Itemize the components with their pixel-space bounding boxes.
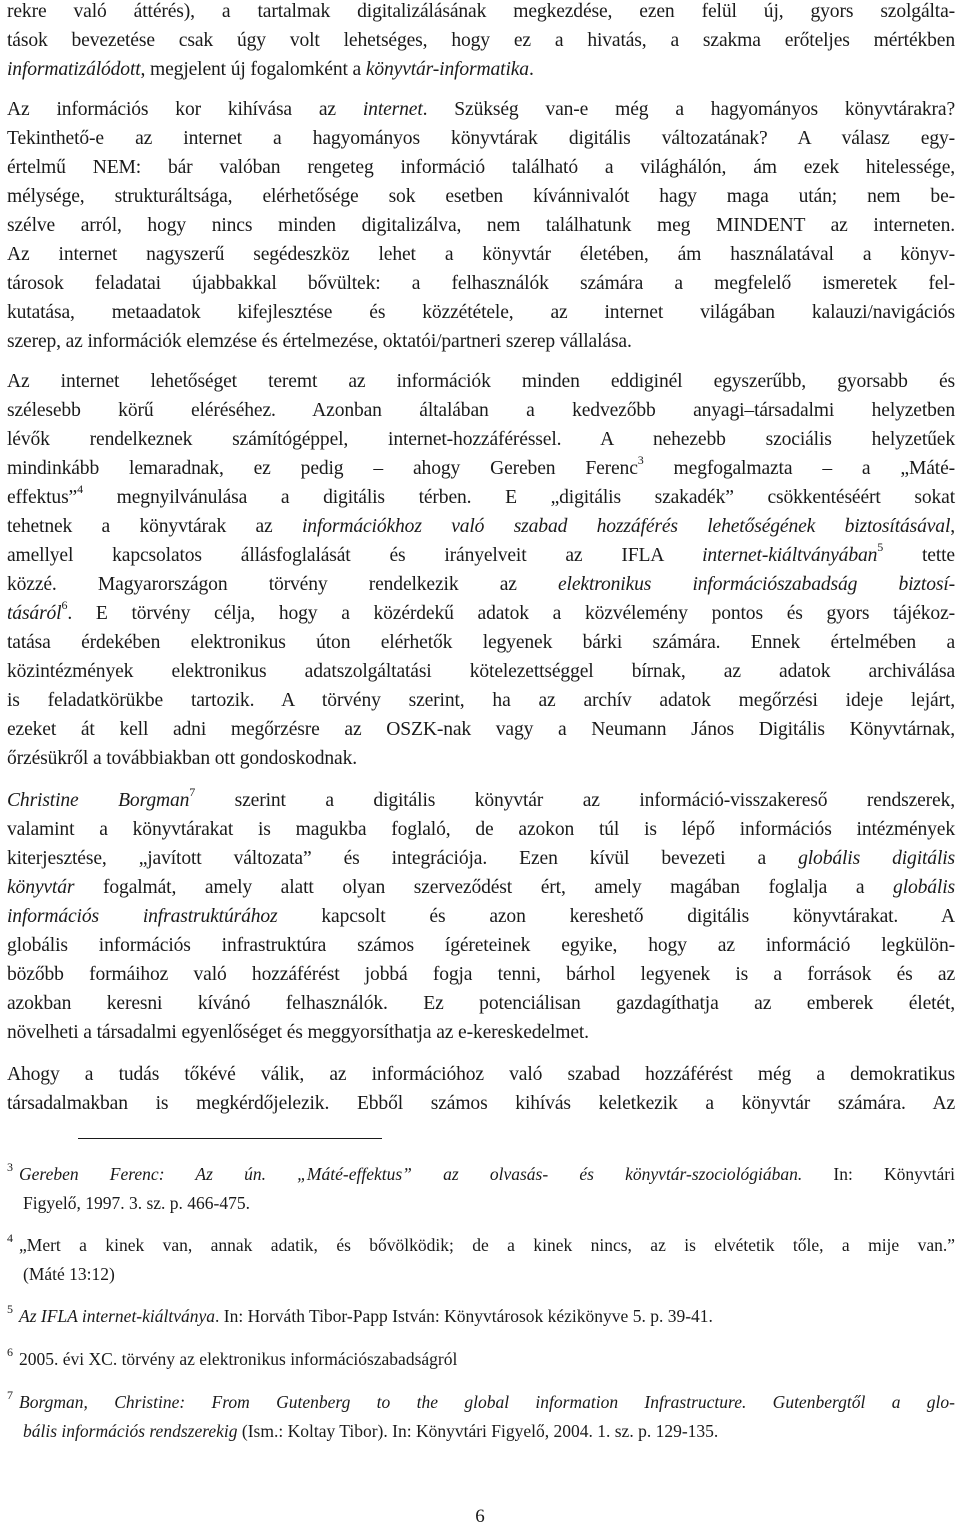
text-run: effektus” — [7, 487, 78, 508]
footnote-ref: 7 — [189, 785, 196, 800]
text-run: Az információs kor kihívása az — [7, 99, 363, 120]
body-line — [7, 1092, 955, 1116]
body-line — [7, 428, 955, 452]
text-run: azokban keresni kívánó felhasználók. Ez potenciálisan gazdagíthatja az emberek életét, — [7, 993, 955, 1014]
footnote-4 — [7, 1231, 955, 1256]
text-run: , — [950, 516, 955, 537]
text-run: tások bevezetése csak úgy volt lehetséges, hogy ez a hivatás, a szakma erőteljes mértékben — [7, 30, 955, 51]
body-line — [7, 876, 955, 900]
page-number: 6 — [475, 1506, 485, 1527]
footnote-3-cont — [23, 1192, 955, 1214]
footnote-ref: 3 — [637, 453, 644, 468]
italic-run: internet-kiáltványában — [702, 545, 878, 566]
text-run: Tekinthető-e az internet a hagyományos könyvtárak digitális változatának? A válasz egy- — [7, 128, 955, 149]
text-run: szélesebb körű eléréséhez. Azonban általában a kedvezőbb anyagi–társadalmi helyzetben — [7, 400, 955, 421]
text-run: . In: Horváth Tibor-Papp István: Könyvtárosok kézikönyve 5. p. 39-41. — [215, 1306, 713, 1326]
text-run: Az internet lehetőséget teremt az információk minden eddiginél egyszerűbb, gyorsabb és — [7, 371, 955, 392]
body-line — [7, 573, 955, 597]
italic-run: Christine Borgman — [7, 790, 190, 811]
text-run: rekre való áttérés), a tartalmak digitalizálásának megkezdése, ezen felül új, gyors szolgálta- — [7, 1, 955, 22]
body-line — [7, 598, 955, 626]
text-run: is feladatkörükbe tartozik. A törvény szerint, ha az archív adatok megőrzési ideje lejárt, — [7, 690, 955, 711]
text-run: szélve arról, hogy nincs minden digitalizálva, nem találhatunk meg MINDENT az interneten. — [7, 215, 955, 236]
body-line — [7, 963, 955, 987]
text-run: bözőbb formáihoz való hozzáférést jobbá fogja tenni, bárhol legyenek is a források és az — [7, 964, 955, 985]
footnote-ref: 6 — [61, 598, 68, 613]
footnote-7 — [7, 1388, 955, 1413]
text-run: tette — [883, 545, 955, 566]
text-run: (Máté 13:12) — [23, 1264, 115, 1284]
footnote-4-cont — [23, 1263, 955, 1285]
body-line — [7, 272, 955, 296]
footnote-5 — [7, 1302, 955, 1327]
italic-run: könyvtár — [7, 877, 75, 898]
text-run: fogalmát, amely alatt olyan szerveződést ért, amely magában foglalja a — [74, 877, 894, 898]
footnote-separator — [78, 1138, 382, 1139]
text-run: valamint a könyvtárakat is magukba foglaló, de azokon túl is lépő információs intézmények — [7, 819, 955, 840]
footnote-number: 4 — [7, 1231, 13, 1245]
body-line — [7, 747, 955, 771]
text-run: Ahogy a tudás tőkévé válik, az információhoz való szabad hozzáférést még a demokratikus — [7, 1064, 955, 1085]
body-line — [7, 127, 955, 151]
italic-run: Az IFLA internet-kiáltványa — [19, 1306, 216, 1326]
text-run: amellyel kapcsolatos állásfoglalását és irányelveit az IFLA — [7, 545, 703, 566]
footnote-ref: 4 — [77, 482, 83, 497]
text-run: értelmű NEM: bár valóban rengeteg információ található a világhálón, ám ezek hitelessége, — [7, 157, 955, 178]
body-line — [7, 301, 955, 325]
footnote-3 — [7, 1160, 955, 1185]
text-run: tatása érdekében elektronikus úton elérhetők legyenek bárki számára. Ennek értelmében a — [7, 632, 955, 653]
footnote-number: 7 — [7, 1388, 13, 1402]
text-run: . — [528, 59, 534, 80]
body-line — [7, 992, 955, 1016]
text-run: Az internet nagyszerű segédeszköz lehet a könyvtár életében, ám használatával a könyv- — [7, 244, 955, 265]
italic-run: Gereben Ferenc: Az ún. „Máté-effektus” az olvasás- és könyvtár-szociológiában. — [19, 1164, 803, 1184]
footnote-6 — [7, 1345, 955, 1370]
text-run: kiterjesztése, „javított változata” és integrációja. Ezen kívül bevezeti a — [7, 848, 799, 869]
italic-run: elektronikus információszabadság biztosí- — [558, 574, 955, 595]
italic-run: informatizálódott — [7, 59, 141, 80]
italic-run: tásáról — [7, 603, 62, 624]
text-run: globális információs infrastruktúra számos ígéreteinek egyike, hogy az információ legkülön- — [7, 935, 955, 956]
text-run: tárosok feladatai újabbakkal bővültek: a felhasználók számára a megfelelő ismeretek fel- — [7, 273, 955, 294]
text-run: kapcsolt és azon kereshető digitális könyvtárakat. A — [277, 906, 955, 927]
body-line — [7, 98, 955, 122]
text-run: társadalmakban is megkérdőjelezik. Ebből számos kihívás keletkezik a könyvtár számára. Az — [7, 1093, 955, 1114]
body-line — [7, 156, 955, 180]
body-line — [7, 660, 955, 684]
text-run: megnyilvánulása a digitális térben. E „digitális szakadék” csökkentéséért sokat — [82, 487, 955, 508]
text-run: megfogalmazta – a „Máté- — [643, 458, 955, 479]
text-run: , megjelent új fogalomként a — [140, 59, 366, 80]
body-line — [7, 29, 955, 53]
body-line — [7, 1021, 955, 1045]
body-line — [7, 0, 955, 24]
text-run: közintézmények elektronikus adatszolgáltatási kötelezettséggel bírnak, az adatok archiválása — [7, 661, 955, 682]
body-line — [7, 214, 955, 238]
text-run: tehetnek a könyvtárak az — [7, 516, 302, 537]
text-run: lévők rendelkeznek számítógéppel, internet-hozzáféréssel. A nehezebb szociális helyzetűek — [7, 429, 955, 450]
body-line — [7, 540, 955, 568]
body-line — [7, 934, 955, 958]
body-line — [7, 58, 955, 82]
body-line — [7, 818, 955, 842]
body-line — [7, 185, 955, 209]
footnote-number: 6 — [7, 1345, 13, 1359]
footnote-number: 3 — [7, 1160, 13, 1174]
body-line — [7, 399, 955, 423]
body-line — [7, 905, 955, 929]
body-line — [7, 689, 955, 713]
italic-run: globális digitális — [798, 848, 956, 869]
text-run: 2005. évi XC. törvény az elektronikus információszabadságról — [19, 1349, 458, 1369]
body-line — [7, 1063, 955, 1087]
footnote-ref: 5 — [877, 540, 884, 555]
italic-run: információkhoz való szabad hozzáférés lehetőségének biztosításával — [302, 516, 951, 537]
text-run: ezeket át kell adni megőrzésre az OSZK-nak vagy a Neumann János Digitális Könyvtárnak, — [7, 719, 955, 740]
body-line — [7, 847, 955, 871]
text-run: kutatása, metaadatok kifejlesztése és közzététele, az internet világában kalauzi/navigációs — [7, 302, 955, 323]
text-run: mindinkább lemaradnak, ez pedig – ahogy Gereben Ferenc — [7, 458, 638, 479]
text-run: . Szükség van-e még a hagyományos könyvtárakra? — [422, 99, 955, 120]
body-line — [7, 453, 955, 481]
text-run: őrzésükről a továbbiakban ott gondoskodnak. — [7, 748, 357, 769]
footnote-number: 5 — [7, 1302, 13, 1316]
body-line — [7, 718, 955, 742]
italic-run: internet — [362, 99, 423, 120]
body-line — [7, 631, 955, 655]
text-run: (Ism.: Koltay Tibor). In: Könyvtári Figyelő, 2004. 1. sz. p. 129-135. — [237, 1421, 719, 1441]
text-run: szerep, az információk elemzése és értelmezése, oktatói/partneri szerep vállalása. — [7, 331, 632, 352]
text-run: közzé. Magyarországon törvény rendelkezik az — [7, 574, 559, 595]
text-run: In: Könyvtári — [802, 1164, 955, 1184]
italic-run: globális — [893, 877, 955, 898]
text-run: szerint a digitális könyvtár az információ-visszakereső rendszerek, — [195, 790, 956, 811]
italic-run: Borgman, Christine: From Gutenberg to the global information Infrastructure. Gutenbergtől a glo- — [19, 1392, 955, 1412]
body-line — [7, 243, 955, 267]
italic-run: információs infrastruktúrához — [7, 906, 278, 927]
body-line — [7, 330, 955, 354]
text-run: „Mert a kinek van, annak adatik, és bővölködik; de a kinek nincs, az is elvétetik tőle, a mije van.” — [19, 1235, 955, 1255]
text-run: növelheti a társadalmi egyenlőséget és meggyorsíthatja az e-kereskedelmet. — [7, 1022, 589, 1043]
italic-run: könyvtár-informatika — [365, 59, 529, 80]
body-line — [7, 482, 955, 510]
text-run: Figyelő, 1997. 3. sz. p. 466-475. — [23, 1193, 251, 1213]
body-line — [7, 515, 955, 539]
footnote-7-cont — [23, 1420, 955, 1442]
text-run: mélysége, strukturáltsága, elérhetősége sok esetben kívánnivalót hagy maga után; nem be- — [7, 186, 955, 207]
text-run: . E törvény célja, hogy a közérdekű adatok a közvélemény pontos és gyors tájékoz- — [67, 603, 955, 624]
body-line — [7, 785, 956, 813]
italic-run: bális információs rendszerekig — [23, 1421, 238, 1441]
body-line — [7, 370, 955, 394]
